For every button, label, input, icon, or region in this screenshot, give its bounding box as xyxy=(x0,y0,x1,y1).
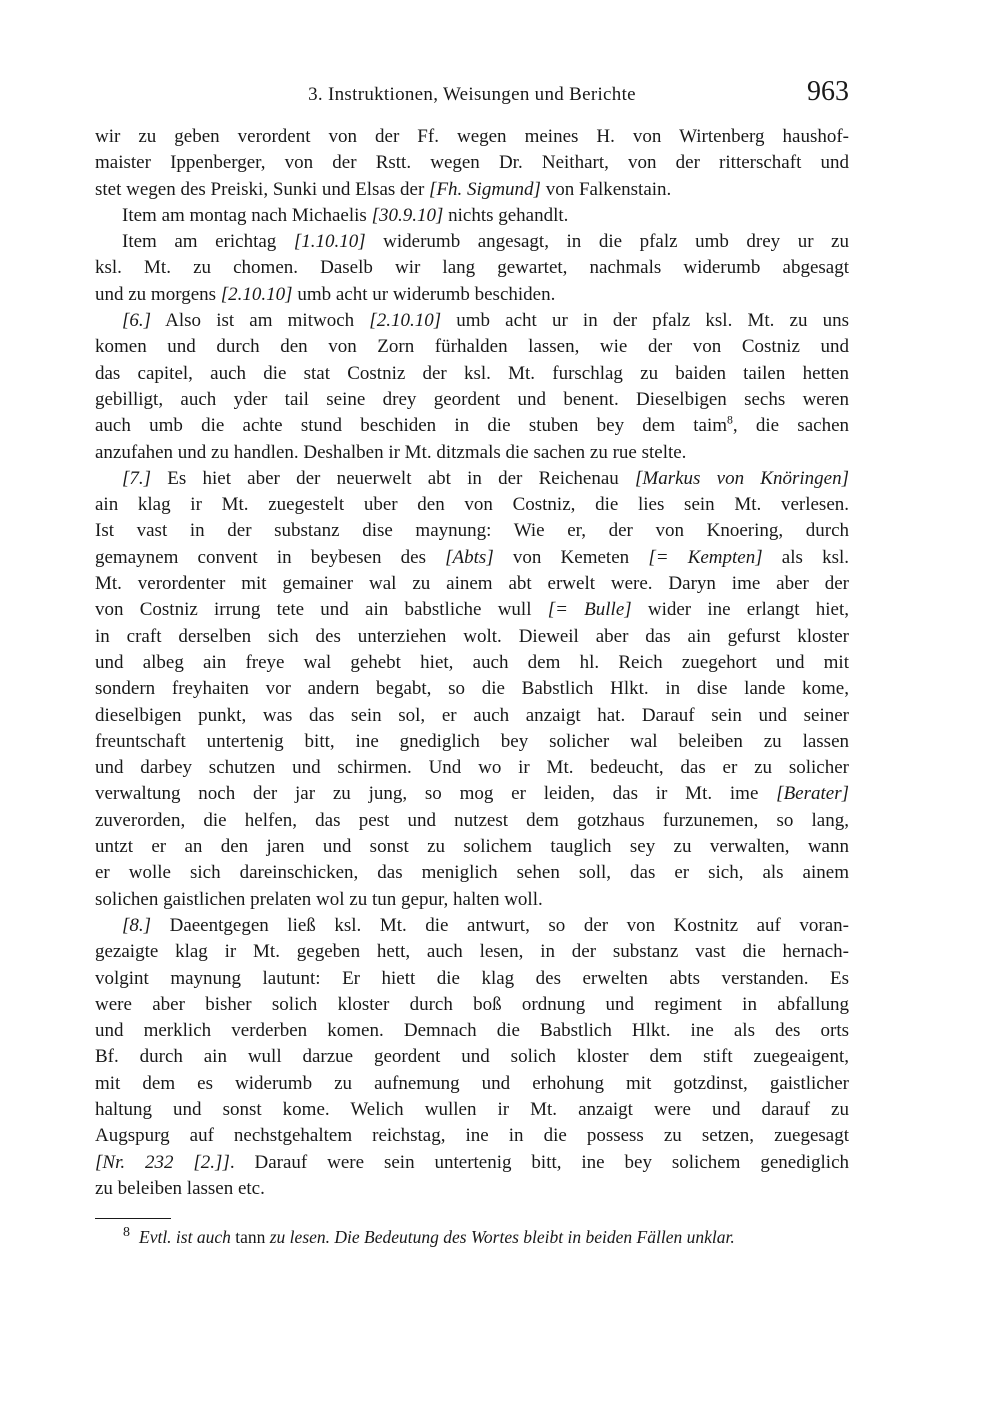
text-line xyxy=(95,255,849,281)
text-segment: und merklich verderben komen. Demnach die Babstlich Hlkt. ine als des orts xyxy=(95,1020,849,1042)
text-segment: zu beleiben lassen etc. xyxy=(95,1177,265,1199)
text-segment: [= Bulle] xyxy=(547,599,632,621)
text-segment: komen und durch den von Zorn fürhalden lassen, wie der von Costniz und xyxy=(95,336,849,358)
text-segment: von Kemeten xyxy=(493,546,649,568)
text-segment: , die sachen xyxy=(732,415,850,437)
text-segment: haltung und sonst kome. Welich wullen ir Mt. anzaigt were und darauf zu xyxy=(95,1098,849,1120)
text-segment: [2.10.10] xyxy=(369,310,442,332)
footnote-separator-rule xyxy=(95,1218,171,1219)
text-segment: untzt er an den jaren und sonst zu solichem tauglich sey zu verwalten, wann xyxy=(95,836,849,858)
text-block xyxy=(95,76,850,1249)
text-segment: stet wegen des Preiski, Sunki und Elsas der xyxy=(95,178,430,200)
text-segment: [= Kempten] xyxy=(648,546,763,568)
text-segment: solichen gaistlichen prelaten wol zu tun gepur, halten woll. xyxy=(95,888,543,910)
paragraph xyxy=(95,124,849,203)
text-line xyxy=(95,703,849,729)
page-body xyxy=(95,124,849,1202)
text-segment: Bf. durch ain wull darzue geordent und solich kloster dem stift zuegeaigent, xyxy=(95,1046,849,1068)
text-line xyxy=(95,650,849,676)
text-segment: zuverorden, die helfen, das pest und nutzest dem gotzhaus furzunemen, so lang, xyxy=(95,809,849,831)
text-segment: dieselbigen punkt, was das sein sol, er auch anzaigt hat. Darauf sein und seiner xyxy=(95,704,849,726)
text-segment: gezaigte klag ir Mt. gegeben hett, auch lesen, in der substanz vast die hernach- xyxy=(95,941,849,963)
text-line xyxy=(95,676,849,702)
text-line xyxy=(95,624,849,650)
text-line xyxy=(95,571,849,597)
text-segment: verwaltung noch der jar zu jung, so mog er leiden, das ir Mt. ime xyxy=(95,783,777,805)
text-line xyxy=(95,124,849,150)
paragraph xyxy=(95,203,849,229)
text-segment: [Berater] xyxy=(776,783,849,805)
text-segment: Augspurg auf nechstgehaltem reichstag, ine in die possess zu setzen, zuegesagt xyxy=(95,1125,849,1147)
text-line xyxy=(95,729,849,755)
text-segment: in craft derselben sich des unterziehen wolt. Dieweil aber das ain gefurst kloster xyxy=(95,625,849,647)
text-segment: [Fh. Sigmund] xyxy=(429,178,541,200)
text-line xyxy=(95,492,849,518)
text-line xyxy=(95,913,849,939)
text-segment: maister Ippenberger, von der Rstt. wegen Dr. Neithart, von der ritterschaft und xyxy=(95,152,849,174)
text-segment: anzufahen und zu handlen. Deshalben ir Mt. ditzmals die sachen zu rue stelte. xyxy=(95,441,687,463)
text-segment: wir zu geben verordent von der Ff. wegen meines H. von Wirtenberg haushof- xyxy=(95,126,849,147)
text-segment: als ksl. xyxy=(762,546,850,568)
text-segment: . Darauf were sein untertenig bitt, ine bey solichem genediglich xyxy=(229,1151,849,1173)
section-title: 3. Instruktionen, Weisungen und Berichte xyxy=(308,84,636,105)
text-segment: Item am erichtag xyxy=(122,231,294,253)
text-segment: umb acht ur in der pfalz ksl. Mt. zu uns xyxy=(441,310,850,332)
text-line xyxy=(95,834,849,860)
text-line xyxy=(95,1018,849,1044)
text-line xyxy=(95,1097,849,1123)
paragraph xyxy=(95,913,849,1202)
text-line xyxy=(95,440,849,466)
text-segment: were aber bisher solich kloster durch boß ordnung und regiment in abfallung xyxy=(95,993,849,1015)
text-line xyxy=(95,308,849,334)
text-segment: und zu morgens xyxy=(95,283,221,305)
text-segment: wider ine erlangt hiet, xyxy=(631,599,850,621)
text-line xyxy=(95,518,849,544)
text-segment: das capitel, auch die stat Costniz der ksl. Mt. furschlag zu baiden tailen hetten xyxy=(95,362,849,384)
text-segment: [30.9.10] xyxy=(371,204,444,226)
text-segment: [7.] xyxy=(122,467,152,489)
text-segment: und albeg ain freye wal gehebt hiet, auch dem hl. Reich zuegehort und mit xyxy=(95,651,849,673)
text-segment: gebilligt, auch yder tail seine drey geordent und benent. Dieselbigen sechs weren xyxy=(95,388,849,410)
text-segment: von Falkenstain. xyxy=(540,178,672,200)
text-segment: umb acht ur widerumb beschiden. xyxy=(292,283,556,305)
text-line xyxy=(95,755,849,781)
text-segment: [1.10.10] xyxy=(293,231,366,253)
text-segment: widerumb angesagt, in die pfalz umb drey ur zu xyxy=(365,231,849,253)
text-segment: freuntschaft untertenig bitt, ine gnediglich bey solicher wal beleiben zu lassen xyxy=(95,730,849,752)
footnote-marker: 8 xyxy=(123,1225,130,1241)
text-line xyxy=(95,150,849,176)
text-line xyxy=(95,860,849,886)
text-line xyxy=(95,203,849,229)
text-line xyxy=(95,466,849,492)
text-line xyxy=(95,992,849,1018)
footnote-block xyxy=(95,1218,849,1249)
text-segment: [6.] xyxy=(122,310,152,332)
text-segment: Item am montag nach Michaelis xyxy=(122,204,372,226)
text-line xyxy=(95,1123,849,1149)
text-segment: 8 xyxy=(727,413,733,427)
running-header xyxy=(95,76,849,112)
text-line xyxy=(95,1176,849,1202)
text-segment: mit dem es widerumb zu aufnemung und erhohung mit gotzdinst, gaistlicher xyxy=(95,1072,849,1094)
text-line xyxy=(95,1150,849,1176)
page-number: 963 xyxy=(807,76,849,107)
text-line xyxy=(95,1044,849,1070)
text-line xyxy=(95,781,849,807)
text-segment: volgint maynung lautunt: Er hiett die klag des erwelten abts verstanden. Es xyxy=(95,967,849,989)
text-segment: Es hiet aber der neuerwelt abt in der Reichenau xyxy=(151,467,635,489)
text-segment: auch umb die achte stund beschiden in die stuben bey dem taim xyxy=(95,415,728,437)
text-segment: sondern freyhaiten vor andern begabt, so die Babstlich Hlkt. in dise lande kome, xyxy=(95,678,849,700)
text-line xyxy=(95,545,849,571)
text-segment: gemaynem convent in beybesen des xyxy=(95,546,446,568)
text-segment: ksl. Mt. zu chomen. Daselb wir lang gewartet, nachmals widerumb abgesagt xyxy=(95,257,849,279)
text-line xyxy=(95,939,849,965)
text-segment: [8.] xyxy=(122,914,152,936)
text-segment: Mt. verordenter mit gemainer wal zu ainem abt erwelt were. Daryn ime aber der xyxy=(95,573,849,595)
text-segment: er wolle sich dareinschicken, das meniglich sehen soll, das er sich, als ainem xyxy=(95,862,849,884)
paragraph xyxy=(95,229,849,308)
text-segment: [Nr. 232 [2.]] xyxy=(95,1151,230,1173)
paragraph xyxy=(95,308,849,466)
text-segment: zu lesen. Die Bedeutung des Wortes bleibt in beiden Fällen unklar. xyxy=(265,1227,735,1248)
text-line xyxy=(95,334,849,360)
text-segment: tann xyxy=(235,1227,266,1248)
text-segment: Also ist am mitwoch xyxy=(151,310,370,332)
text-segment: und darbey schutzen und schirmen. Und wo ir Mt. bedeucht, das er zu solicher xyxy=(95,757,849,779)
text-segment: nichts gehandlt. xyxy=(443,204,569,226)
text-line xyxy=(95,808,849,834)
text-line xyxy=(95,229,849,255)
text-line xyxy=(95,387,849,413)
text-line xyxy=(95,282,849,308)
text-line xyxy=(95,966,849,992)
text-line xyxy=(95,887,849,913)
text-segment: [Abts] xyxy=(445,546,494,568)
text-line xyxy=(95,597,849,623)
paragraph xyxy=(95,466,849,913)
text-segment: Ist vast in der substanz dise maynung: Wie er, der von Knoering, durch xyxy=(95,520,849,542)
text-segment: Daeentgegen ließ ksl. Mt. die antwurt, so der von Kostnitz auf voran- xyxy=(151,914,849,936)
text-line xyxy=(95,413,849,439)
text-segment: von Costniz irrung tete und ain babstliche wull xyxy=(95,599,548,621)
text-segment: Evtl. ist auch xyxy=(139,1227,236,1248)
text-segment: [Markus von Knöringen] xyxy=(635,467,849,489)
footnote xyxy=(95,1226,849,1249)
text-line xyxy=(95,361,849,387)
text-segment: ain klag ir Mt. zuegestelt uber den von Costniz, die lies sein Mt. verlesen. xyxy=(95,494,849,516)
text-segment: [2.10.10] xyxy=(220,283,293,305)
text-line xyxy=(95,177,849,203)
text-line xyxy=(95,1071,849,1097)
